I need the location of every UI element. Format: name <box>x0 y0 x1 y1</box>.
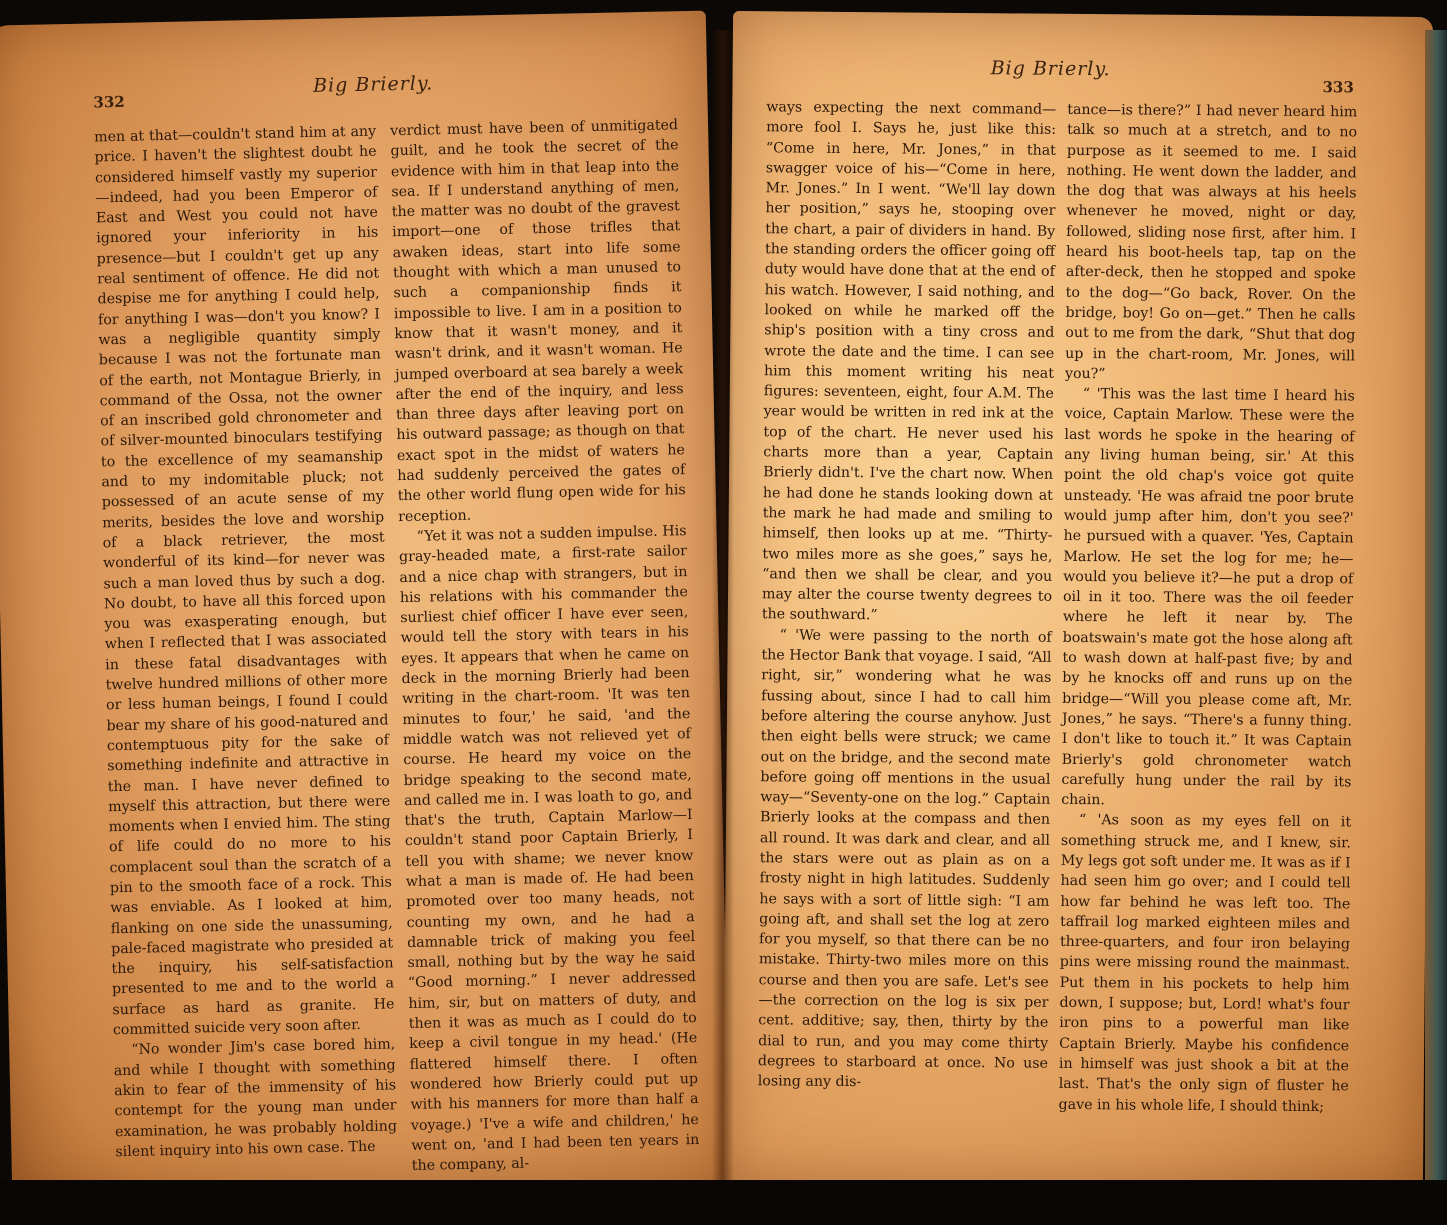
running-head-left: Big Brierly. <box>312 72 434 97</box>
paragraph: ways expecting the next command—more fool I. Says he, just like this: “Come in here, Mr. Jones,” in that swagger voice of his—“Come in here, Mr. Jones.” In I went. “We'll lay down her position,” says he, stooping over the chart, a pair of dividers in hand. By the standing orders the officer going off duty would have done that at the end of his watch. However, I said nothing, and looked on while he marked off the ship's position with a tiny cross and wrote the date and the time. I can see him this moment writing his neat figures: seventeen, eight, four A.M. The year would be written in red ink at the top of the chart. He never used his charts more than a year, Captain Brierly didn't. I've the chart now. When he had done he stands looking down at the mark he had made and smiling to himself, then looks up at me. “Thirty-two miles more as she goes,” says he, “and then we shall be clear, and you may alter the course twenty degrees to the southward.” <box>761 99 1057 624</box>
text-column-1 <box>94 122 398 1163</box>
text-column-4 <box>1059 100 1358 1117</box>
bottom-shadow <box>0 1180 1447 1225</box>
page-edge <box>1425 30 1447 1190</box>
page-number-right: 333 <box>1322 78 1354 97</box>
paragraph: verdict must have been of unmitigated guilt, and he took the secret of the evidence with him in that leap into the sea. If I understand anything of men, the matter was no doubt of the gravest import—one of those trifles that awaken ideas, start into life some thought with which a man unused to such a companionship finds it impossible to live. I am in a position to know that it wasn't money, and it wasn't drink, and it wasn't woman. He jumped overboard at sea barely a week after the end of the inquiry, and less than three days after leaving port on his outward passage; as though on that exact spot in the midst of waters he had suddenly perceived the gates of the other world flung open wide for his reception. <box>389 117 686 525</box>
left-page <box>0 11 730 1198</box>
text-column-3 <box>758 97 1057 1094</box>
paragraph: “No wonder Jim's case bored him, and while I thought with something akin to fear of the immensity of his contempt for the young man under examination, he was probably holding silent inquiry into his own case. The <box>113 1036 398 1161</box>
text-column-2 <box>390 115 700 1176</box>
paragraph: tance—is there?” I had never heard him talk so much at a stretch, and to no purpose as it seemed to me. I said nothing. He went down the ladder, and the dog that was always at his heels whenever he moved, night or day, followed, sliding nose first, after him. I heard his boot-heels tap, tap on the after-deck, then he stopped and spoke to the dog—“Go back, Rover. On the bridge, boy! Go on—get.” Then he calls out to me from the dark, “Shut that dog up in the chart-room, Mr. Jones, will you?” <box>1064 101 1358 383</box>
right-page <box>723 11 1433 1189</box>
paragraph: “ 'We were passing to the north of the Hector Bank that voyage. I said, “All right, sir,” wondering what he was fussing about, since I had to call him before altering the course anyhow. Just then eight bells were struck; we came out on the bridge, and the second mate before going off mentions in the usual way—“Seventy-one on the log.” Captain Brierly looks at the compass and then all round. It was dark and clear, and all the stars were out as plain as on a frosty night in high latitudes. Suddenly he says with a sort of little sigh: “I am going aft, and shall set the log at zero for you myself, so that there can be no mistake. Thirty-two miles more on this course and then you are safe. Let's see—the correction on the log is six per cent. additive; say, then, thirty by the dial to run, and you may come thirty degrees to starboard at once. No use losing any dis- <box>757 627 1052 1091</box>
paragraph: “ 'This was the last time I heard his voice, Captain Marlow. These were the last words he spoke in the hearing of any living human being, sir.' At this point the old chap's voice got quite unsteady. 'He was afraid tne poor brute would jump after him, don't you see?' he pursued with a quaver. 'Yes, Captain Marlow. He set the log for me; he—would you believe it?—he put a drop of oil in it too. There was the oil feeder where he left it near by. The boatswain's mate got the hose along aft to wash down at half-past five; by and by he knocks off and runs up on the bridge—“Will you please come aft, Mr. Jones,” he says. “There's a funny thing. I don't like to touch it.” It was Captain Brierly's gold chronometer watch carefully hung under the rail by its chain. <box>1061 386 1355 809</box>
paragraph: men at that—couldn't stand him at any price. I haven't the slightest doubt he considered himself vastly my superior —indeed, had you been Emperor of East and West you could not have ignored your inferiority in his presence—but I couldn't get up any real sentiment of offence. He did not despise me for anything I could help, for anything I was—don't you know? I was a negligible quantity simply because I was not the fortunate man of the earth, not Montague Brierly, in command of the Ossa, not the owner of an inscribed gold chronometer and of silver-mounted binoculars testifying to the excellence of my seamanship and to my indomitable pluck; not possessed of an acute sense of my merits, besides the love and worship of a black retriever, the most wonderful of its kind—for never was such a man loved thus by such a dog. No doubt, to have all this forced upon you was exasperating enough, but when I reflected that I was associated in these fatal disadvantages with twelve hundred millions of other more or less human beings, I found I could bear my share of his good-natured and contemptuous pity for the sake of something indefinite and attractive in the man. I have never defined to myself this attraction, but there were moments when I envied him. The sting of life could do no more to his complacent soul than the scratch of a pin to the smooth face of a rock. This was enviable. As I looked at him, flanking on one side the unassuming, pale-faced magistrate who presided at the inquiry, his self-satisfaction presented to me and to the world a surface as hard as granite. He committed suicide very soon after. <box>94 123 395 1039</box>
page-number-left: 332 <box>93 92 125 112</box>
running-head-right: Big Brierly. <box>990 57 1111 81</box>
paragraph: “Yet it was not a sudden impulse. His gray-headed mate, a first-rate sailor and a nice chap with strangers, but in his relations with his commander the surliest chief officer I have ever seen, would tell the story with tears in his eyes. It appears that when he came on deck in the morning Brierly had been writing in the chart-room. 'It was ten minutes to four,' he said, 'and the middle watch was not relieved yet of course. He heard my voice on the bridge speaking to the second mate, and called me in. I was loath to go, and that's the truth, Captain Marlow—I couldn't stand poor Captain Brierly, I tell you with shame; we never know what a man is made of. He had been promoted over too many heads, not counting my own, and he had a damnable trick of making you feel small, nothing but by the way he said “Good morning.” I never addressed him, sir, but on matters of duty, and then it was as much as I could do to keep a civil tongue in my head.' (He flattered himself there. I often wondered how Brierly could put up with his manners for more than half a voyage.) 'I've a wife and children,' he went on, 'and I had been ten years in the company, al- <box>398 523 700 1175</box>
book-gutter <box>712 30 734 1180</box>
paragraph: “ 'As soon as my eyes fell on it something struck me, and I knew, sir. My legs got soft under me. It was as if I had seen him go over; and I could tell how far behind he was left too. The taffrail log marked eighteen miles and three-quarters, and four iron belaying pins were missing round the mainmast. Put them in his pockets to help him down, I suppose; but, Lord! what's four iron pins to a powerful man like Captain Brierly. Maybe his confidence in himself was just shook a bit at the last. That's the only sign of fluster he gave in his whole life, I should think; <box>1058 812 1352 1115</box>
